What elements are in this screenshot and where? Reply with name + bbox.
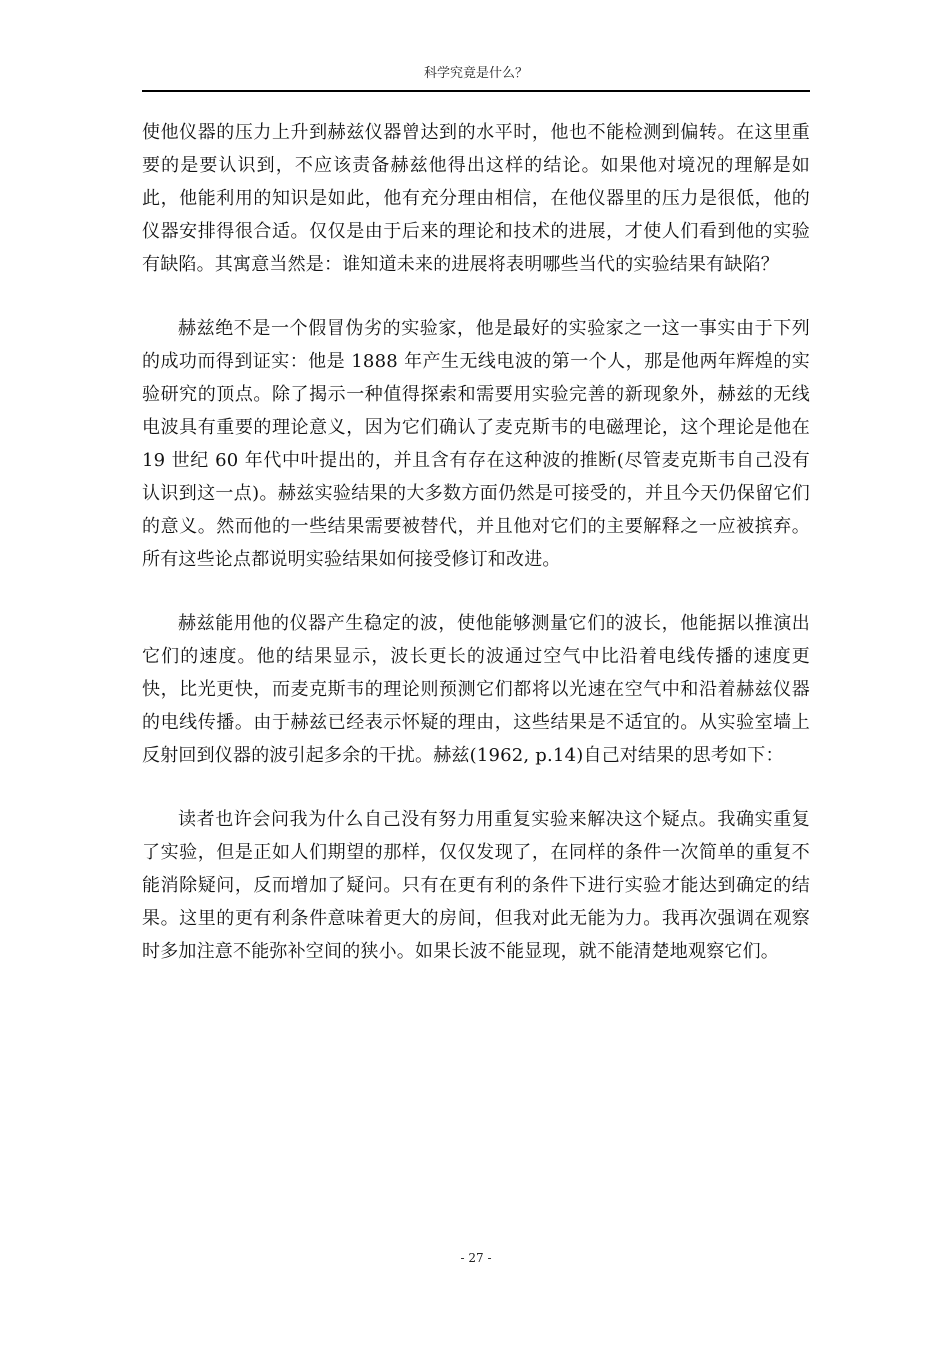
header-title: 科学究竟是什么？ — [423, 66, 528, 81]
paragraph-3: 赫兹能用他的仪器产生稳定的波，使他能够测量它们的波长，他能据以推演出它们的速度。他的结果显示，波长更长的波通过空气中比沿着电线传播的速度更快，比光更快，而麦克斯韦的理论则预测它们都将以光速在空气中和沿着赫兹仪器的电线传播。由于赫兹已经表示怀疑的理由，这些结果是不适宜的。从实验室墙上反射回到仪器的波引起多余的干扰。赫兹(1962, p.14)自己对结果的思考如下： — [142, 613, 810, 766]
running-header — [142, 64, 810, 92]
paragraph-2: 赫兹绝不是一个假冒伪劣的实验家，他是最好的实验家之一这一事实由于下列的成功而得到证实：他是 1888 年产生无线电波的第一个人，那是他两年辉煌的实验研究的顶点。除了揭示一种值得探索和需要用实验完善的新现象外，赫兹的无线电波具有重要的理论意义，因为它们确认了麦克斯韦的电磁理论，这个理论是他在 19 世纪 60 年代中叶提出的，并且含有存在这种波的推断(尽管麦克斯韦自己没有认识到这一点)。赫兹实验结果的大多数方面仍然是可接受的，并且今天仍保留它们的意义。然而他的一些结果需要被替代，并且他对它们的主要解释之一应被摈弃。所有这些论点都说明实验结果如何接受修订和改进。 — [142, 318, 810, 570]
block-quote: 读者也许会问我为什么自己没有努力用重复实验来解决这个疑点。我确实重复了实验，但是正如人们期望的那样，仅仅发现了，在同样的条件一次简单的重复不能消除疑问，反而增加了疑问。只有在更有利的条件下进行实验才能达到确定的结果。这里的更有利条件意味着更大的房间，但我对此无能为力。我再次强调在观察时多加注意不能弥补空间的狭小。如果长波不能显现，就不能清楚地观察它们。 — [142, 809, 810, 962]
page-body — [142, 116, 810, 999]
page-number: - 27 - — [460, 1251, 492, 1265]
page-footer — [142, 1250, 810, 1266]
paragraph-1: 使他仪器的压力上升到赫兹仪器曾达到的水平时，他也不能检测到偏转。在这里重要的是要认识到，不应该责备赫兹他得出这样的结论。如果他对境况的理解是如此，他能利用的知识是如此，他有充分理由相信，在他仪器里的压力是很低，他的仪器安排得很合适。仅仅是由于后来的理论和技术的进展，才使人们看到他的实验有缺陷。其寓意当然是：谁知道未来的进展将表明哪些当代的实验结果有缺陷？ — [142, 122, 810, 275]
